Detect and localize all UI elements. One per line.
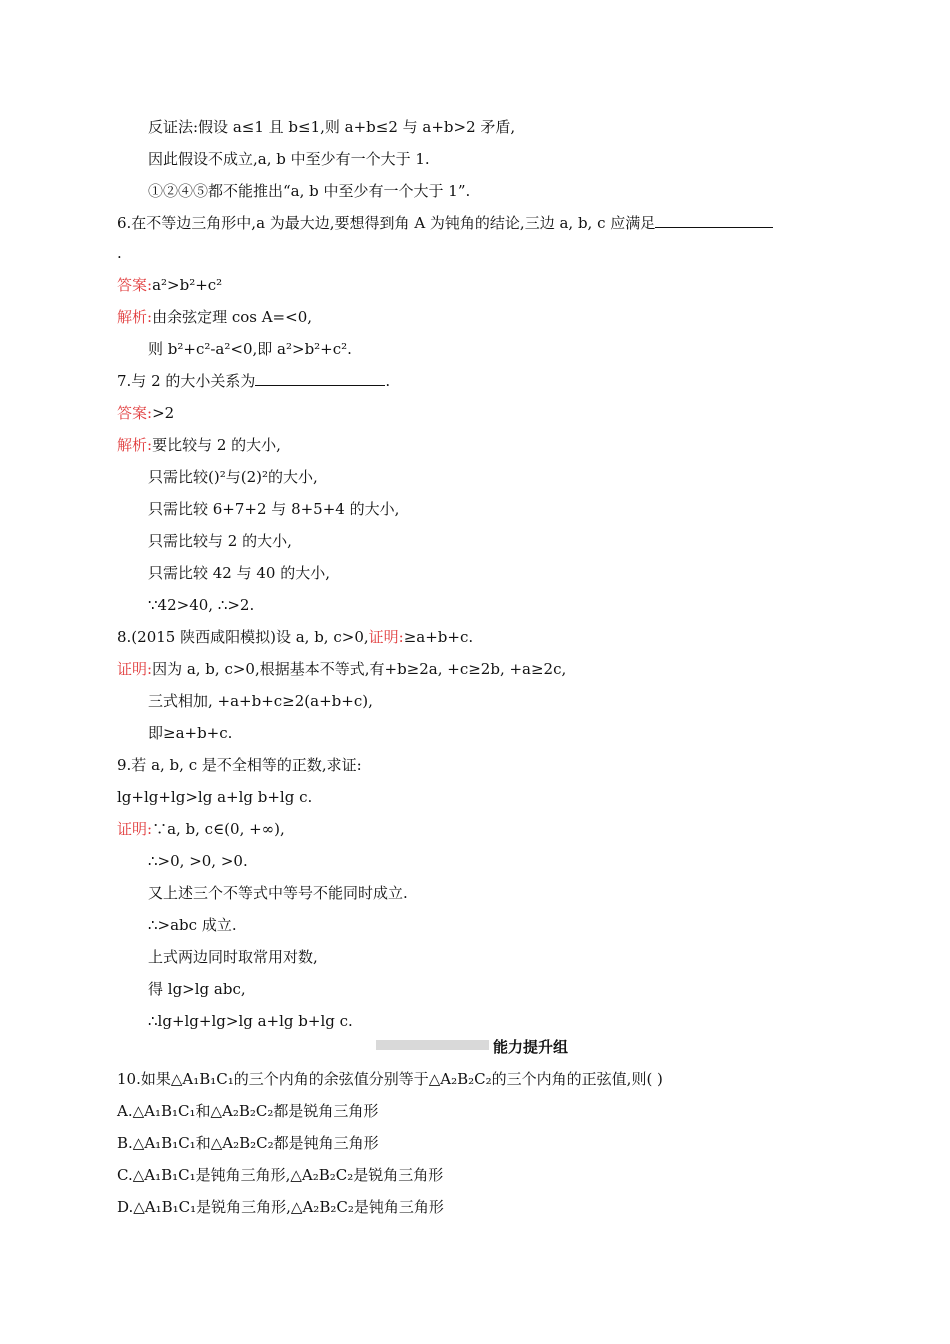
- text-line: 反证法:假设 a≤1 且 b≤1,则 a+b≤2 与 a+b>2 矛盾,: [148, 118, 516, 136]
- analysis-label: 解析:: [117, 436, 153, 454]
- text-line: .: [117, 244, 122, 262]
- text-line: 只需比较()²与(2)²的大小,: [148, 468, 318, 486]
- text-line: ∴>abc 成立.: [148, 916, 237, 934]
- question-6: 6.在不等边三角形中,a 为最大边,要想得到角 A 为钝角的结论,三边 a, b, c 应满足: [117, 213, 773, 233]
- proof-label: 证明:: [117, 820, 153, 838]
- proof-line: 证明:因为 a, b, c>0,根据基本不等式,有+b≥2a, +c≥2b, +a≥2c,: [117, 660, 567, 678]
- text-line: 因此假设不成立,a, b 中至少有一个大于 1.: [148, 150, 430, 168]
- question-7: 7.与 2 的大小关系为 .: [117, 372, 391, 390]
- text-line: ①②④⑤都不能推出“a, b 中至少有一个大于 1”.: [148, 182, 471, 200]
- option-d: D.△A₁B₁C₁是锐角三角形,△A₂B₂C₂是钝角三角形: [117, 1198, 444, 1216]
- answer-blank: [255, 371, 385, 386]
- section-bar: [376, 1040, 489, 1050]
- text-line: 则 b²+c²-a²<0,即 a²>b²+c².: [148, 340, 352, 358]
- answer-line: 答案:>2: [117, 404, 175, 422]
- text-line: 三式相加, +a+b+c≥2(a+b+c),: [148, 692, 373, 710]
- text-line: ∴>0, >0, >0.: [148, 852, 248, 870]
- text-line: 只需比较与 2 的大小,: [148, 532, 292, 550]
- text-line: lg+lg+lg>lg a+lg b+lg c.: [117, 788, 313, 806]
- proof-label: 证明:: [117, 660, 153, 678]
- option-a: A.△A₁B₁C₁和△A₂B₂C₂都是锐角三角形: [117, 1102, 379, 1120]
- text-line: 只需比较 42 与 40 的大小,: [148, 564, 331, 582]
- analysis-line: 解析:由余弦定理 cos A=<0,: [117, 308, 313, 326]
- option-b: B.△A₁B₁C₁和△A₂B₂C₂都是钝角三角形: [117, 1134, 379, 1152]
- text-line: 即≥a+b+c.: [148, 724, 233, 742]
- question-9: 9.若 a, b, c 是不全相等的正数,求证:: [117, 756, 362, 774]
- answer-label: 答案:: [117, 276, 153, 294]
- text-line: 又上述三个不等式中等号不能同时成立.: [148, 884, 408, 902]
- answer-blank: [655, 213, 773, 228]
- question-8: 8.(2015 陕西咸阳模拟)设 a, b, c>0,证明:≥a+b+c.: [117, 628, 474, 646]
- answer-label: 答案:: [117, 404, 153, 422]
- text-line: ∵42>40, ∴>2.: [148, 596, 255, 614]
- answer-line: 答案:a²>b²+c²: [117, 276, 223, 294]
- text-line: 只需比较 6+7+2 与 8+5+4 的大小,: [148, 500, 400, 518]
- question-10: 10.如果△A₁B₁C₁的三个内角的余弦值分别等于△A₂B₂C₂的三个内角的正弦值,则( ): [117, 1070, 663, 1088]
- proof-line: 证明:∵a, b, c∈(0, +∞),: [117, 820, 285, 838]
- text-line: ∴lg+lg+lg>lg a+lg b+lg c.: [148, 1012, 353, 1030]
- analysis-label: 解析:: [117, 308, 153, 326]
- proof-label: 证明:: [368, 628, 404, 646]
- option-c: C.△A₁B₁C₁是钝角三角形,△A₂B₂C₂是锐角三角形: [117, 1166, 444, 1184]
- text-line: 得 lg>lg abc,: [148, 980, 246, 998]
- analysis-line: 解析:要比较与 2 的大小,: [117, 436, 281, 454]
- section-title: 能力提升组: [493, 1038, 569, 1056]
- text-line: 上式两边同时取常用对数,: [148, 948, 318, 966]
